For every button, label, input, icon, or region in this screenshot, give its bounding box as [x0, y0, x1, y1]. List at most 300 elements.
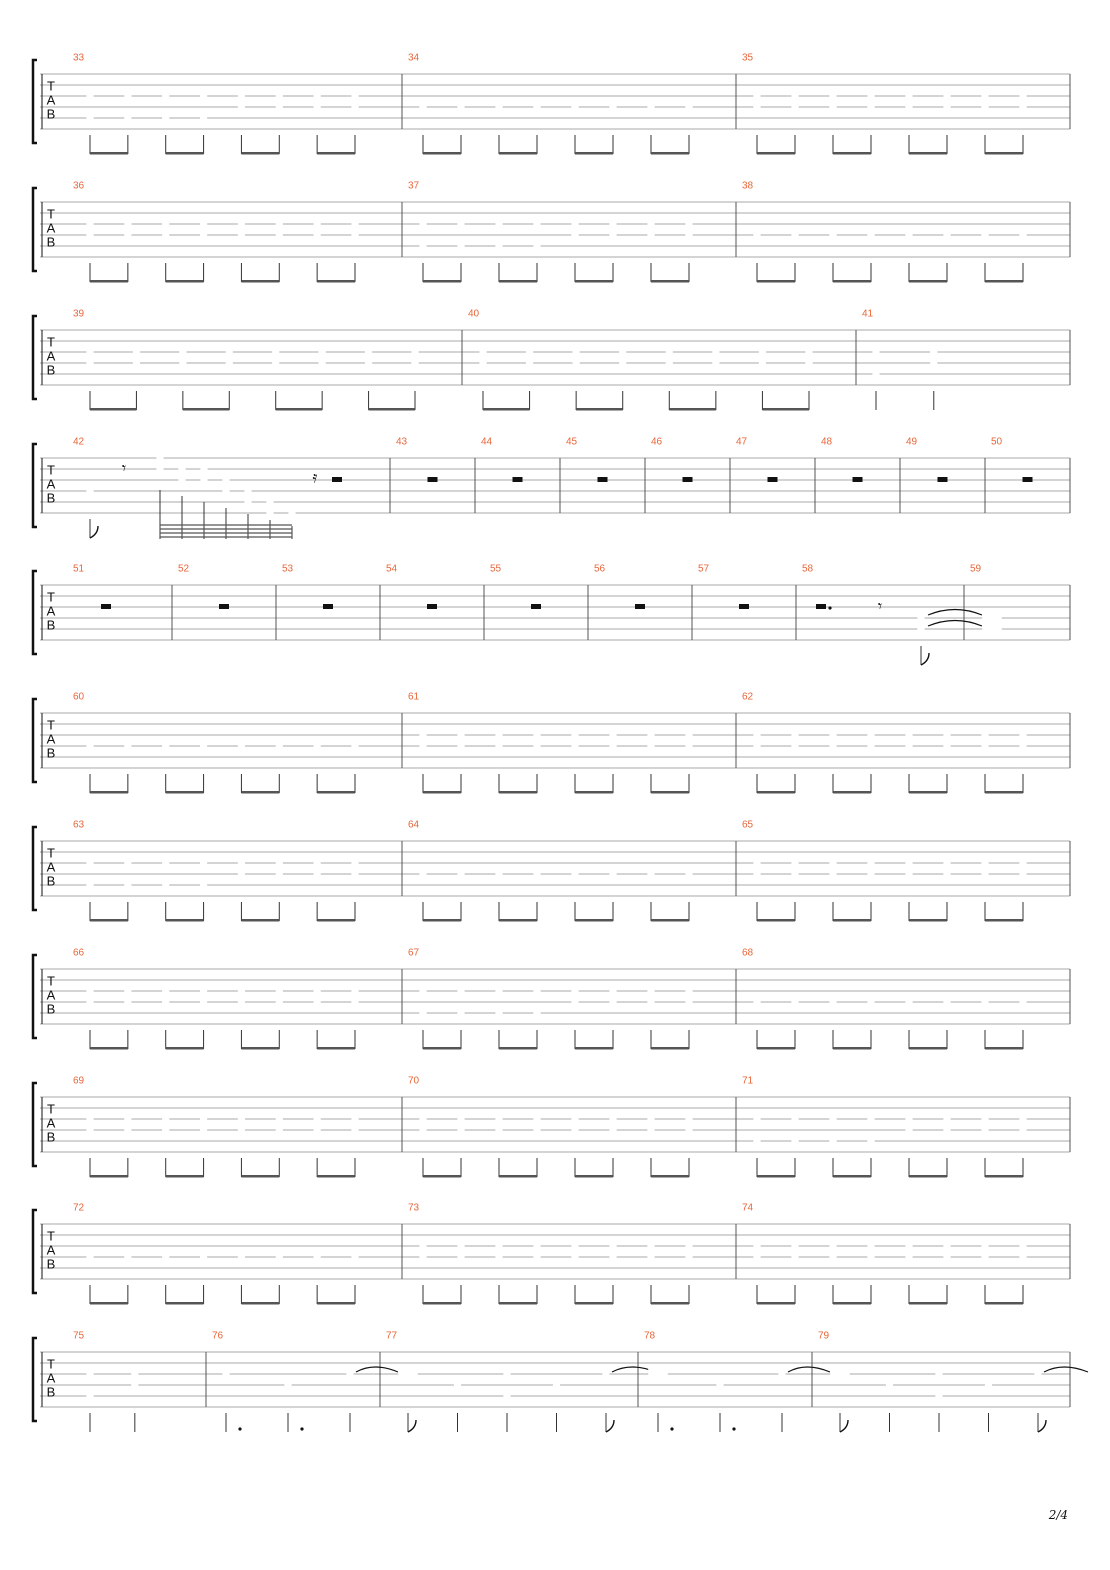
measure-number: 45	[566, 436, 578, 448]
beam	[575, 791, 613, 794]
dot	[828, 606, 831, 609]
tab-system	[33, 1331, 1088, 1433]
beam	[651, 919, 689, 922]
tab-clef-letter: B	[46, 490, 56, 506]
fret-number-bg	[124, 997, 131, 1008]
beam	[757, 1175, 795, 1178]
fret-number-bg	[753, 1136, 760, 1147]
fret-number-bg	[238, 997, 245, 1008]
tab-clef-letter: B	[46, 362, 56, 378]
beam	[909, 280, 947, 283]
fret-number-bg	[791, 230, 798, 241]
beam	[423, 1302, 461, 1305]
eighth-rest: 𝄾	[121, 460, 127, 478]
tab-clef-letter: T	[47, 1101, 55, 1117]
fret-number-bg	[86, 1114, 93, 1125]
measure-number: 40	[468, 308, 480, 320]
fret-number-bg	[533, 102, 540, 113]
measure-number: 48	[821, 436, 833, 448]
fret-number-bg	[284, 1380, 291, 1391]
beam	[166, 280, 204, 283]
beam	[241, 1047, 279, 1050]
fret-number-bg	[272, 358, 279, 369]
beam	[90, 280, 128, 283]
beam	[757, 1047, 795, 1050]
fret-number-bg	[829, 1136, 836, 1147]
flag	[840, 1420, 848, 1432]
half-rest	[219, 604, 229, 609]
system-bracket	[33, 188, 37, 271]
fret-number-bg	[351, 230, 358, 241]
beam	[651, 152, 689, 155]
tab-clef-letter: B	[46, 1256, 56, 1272]
fret-number-bg	[573, 347, 580, 358]
fret-number-bg	[867, 869, 874, 880]
fret-number-bg	[86, 880, 93, 891]
fret-number-bg	[419, 102, 426, 113]
fret-number-bg	[457, 102, 464, 113]
fret-number-bg	[351, 219, 358, 230]
fret-number-bg	[685, 1125, 692, 1136]
fret-number-bg	[571, 1252, 578, 1263]
beam	[651, 1302, 689, 1305]
fret-number-bg	[905, 1241, 912, 1252]
fret-number-bg	[609, 219, 616, 230]
fret-number-bg	[526, 358, 533, 369]
tie	[788, 1367, 830, 1372]
fret-number-bg	[162, 741, 169, 752]
measure-number: 76	[212, 1330, 224, 1342]
fret-number-bg	[131, 1369, 138, 1380]
measure-number: 78	[644, 1330, 656, 1342]
fret-number-bg	[905, 858, 912, 869]
fret-number-bg	[222, 1369, 229, 1380]
tie	[356, 1367, 398, 1372]
beam	[833, 152, 871, 155]
fret-number-bg	[86, 1252, 93, 1263]
fret-number-bg	[829, 1252, 836, 1263]
beam	[241, 280, 279, 283]
fret-number-bg	[609, 102, 616, 113]
half-rest	[853, 477, 863, 482]
fret-number-bg	[200, 113, 207, 124]
fret-number-bg	[905, 1114, 912, 1125]
fret-number-bg	[419, 1008, 426, 1019]
fret-number-bg	[479, 358, 486, 369]
fret-number-bg	[905, 869, 912, 880]
fret-number-bg	[457, 1114, 464, 1125]
fret-number-bg	[419, 1252, 426, 1263]
fret-number-bg	[314, 102, 321, 113]
eighth-rest: 𝄾	[877, 598, 883, 616]
beam	[241, 791, 279, 794]
fret-number-bg	[647, 1252, 654, 1263]
half-rest	[1023, 477, 1033, 482]
fret-number-bg	[917, 624, 924, 635]
fret-number-bg	[533, 1252, 540, 1263]
fret-number-bg	[365, 358, 372, 369]
fret-number-bg	[533, 1241, 540, 1252]
measure-number: 72	[73, 1202, 85, 1214]
fret-number-bg	[86, 986, 93, 997]
fret-number-bg	[503, 1391, 510, 1402]
beam	[90, 152, 128, 155]
fret-number-bg	[571, 869, 578, 880]
beam	[575, 1175, 613, 1178]
system-bracket	[33, 444, 37, 527]
fret-number-bg	[685, 102, 692, 113]
beam	[166, 1047, 204, 1050]
fret-number-bg	[314, 1252, 321, 1263]
half-rest	[323, 604, 333, 609]
fret-number-bg	[685, 1241, 692, 1252]
half-rest	[739, 604, 749, 609]
beam	[757, 919, 795, 922]
tab-clef-letter: B	[46, 234, 56, 250]
fret-number-bg	[533, 241, 540, 252]
beam	[909, 1302, 947, 1305]
fret-number-bg	[716, 1380, 723, 1391]
fret-number-bg	[162, 219, 169, 230]
fret-number-bg	[526, 347, 533, 358]
fret-number-bg	[351, 858, 358, 869]
fret-number-bg	[162, 91, 169, 102]
fret-number-bg	[411, 347, 418, 358]
fret-number-bg	[791, 1252, 798, 1263]
fret-number-bg	[571, 1241, 578, 1252]
fret-number-bg	[314, 986, 321, 997]
fret-number-bg	[805, 358, 812, 369]
page-number: 2/4	[1048, 1508, 1068, 1522]
fret-number-bg	[314, 219, 321, 230]
beam	[499, 1175, 537, 1178]
fret-number-bg	[351, 102, 358, 113]
fret-number-bg	[457, 1008, 464, 1019]
fret-number-bg	[943, 730, 950, 741]
fret-number-bg	[124, 741, 131, 752]
fret-number-bg	[533, 986, 540, 997]
measure-number: 55	[490, 563, 502, 575]
fret-number-bg	[244, 486, 251, 497]
fret-number-bg	[943, 1125, 950, 1136]
beam	[90, 1047, 128, 1050]
tab-system	[33, 1203, 1070, 1305]
system-bracket	[33, 699, 37, 782]
fret-number-bg	[200, 91, 207, 102]
beam	[276, 408, 322, 411]
fret-number-bg	[571, 102, 578, 113]
beam	[317, 791, 355, 794]
fret-number-bg	[935, 1369, 942, 1380]
measure-number: 34	[408, 52, 420, 64]
fret-number-bg	[238, 91, 245, 102]
measure-number: 56	[594, 563, 606, 575]
fret-number-bg	[778, 1369, 785, 1380]
fret-number-bg	[314, 91, 321, 102]
fret-number-bg	[1019, 1125, 1026, 1136]
fret-number-bg	[647, 741, 654, 752]
tied-fret-number-bg	[982, 613, 1002, 624]
beam	[575, 1302, 613, 1305]
fret-number-bg	[609, 869, 616, 880]
beam	[651, 1175, 689, 1178]
fret-number-bg	[124, 1252, 131, 1263]
fret-number-bg	[272, 347, 279, 358]
beam	[576, 408, 623, 411]
beam	[317, 919, 355, 922]
tab-clef-letter: A	[46, 1115, 56, 1131]
fret-number-bg	[162, 1252, 169, 1263]
fret-number-bg	[124, 230, 131, 241]
tab-clef-letter: T	[47, 206, 55, 222]
measure-75	[73, 1331, 206, 1433]
tab-clef-letter: T	[47, 845, 55, 861]
fret-number-bg	[124, 880, 131, 891]
fret-number-bg	[647, 1125, 654, 1136]
fret-number-bg	[571, 730, 578, 741]
fret-number-bg	[981, 1125, 988, 1136]
flag	[606, 1420, 614, 1432]
fret-number-bg	[791, 997, 798, 1008]
fret-number-bg	[457, 1125, 464, 1136]
measure-number: 59	[970, 563, 982, 575]
fret-number-bg	[86, 1369, 93, 1380]
measure-number: 67	[408, 947, 420, 959]
beam	[909, 152, 947, 155]
beam	[833, 919, 871, 922]
measure-number: 47	[736, 436, 748, 448]
fret-number-bg	[178, 470, 185, 481]
beam	[757, 280, 795, 283]
measure-number: 49	[906, 436, 918, 448]
measure-number: 73	[408, 1202, 420, 1214]
measure-number: 74	[742, 1202, 754, 1214]
fret-number-bg	[647, 869, 654, 880]
fret-number-bg	[685, 1114, 692, 1125]
fret-number-bg	[943, 741, 950, 752]
fret-number-bg	[981, 1241, 988, 1252]
measure-number: 35	[742, 52, 754, 64]
fret-number-bg	[495, 241, 502, 252]
fret-number-bg	[238, 1114, 245, 1125]
fret-number-bg	[238, 986, 245, 997]
tab-clef-letter: A	[46, 731, 56, 747]
fret-number-bg	[124, 1125, 131, 1136]
fret-number-bg	[666, 358, 673, 369]
beam	[985, 1047, 1023, 1050]
beam	[483, 408, 530, 411]
fret-number-bg	[533, 219, 540, 230]
measure-41	[862, 309, 1070, 411]
fret-number-bg	[1019, 730, 1026, 741]
fret-number-bg	[791, 730, 798, 741]
fret-number-bg	[479, 347, 486, 358]
fret-number-bg	[553, 1380, 560, 1391]
beam	[166, 919, 204, 922]
beam	[651, 280, 689, 283]
fret-number-bg	[685, 986, 692, 997]
fret-number-bg	[619, 358, 626, 369]
tab-clef-letter: B	[46, 617, 56, 633]
measure-number: 41	[862, 308, 874, 320]
fret-number-bg	[238, 741, 245, 752]
beam	[241, 1175, 279, 1178]
fret-number-bg	[981, 91, 988, 102]
tie	[928, 610, 982, 616]
fret-number-bg	[533, 869, 540, 880]
measure-number: 54	[386, 563, 398, 575]
tab-system	[33, 181, 1070, 283]
fret-number-bg	[419, 1125, 426, 1136]
fret-number-bg	[351, 1252, 358, 1263]
measure-number: 53	[282, 563, 294, 575]
tie	[928, 621, 982, 627]
fret-number-bg	[829, 230, 836, 241]
fret-number-bg	[86, 219, 93, 230]
beam	[833, 1047, 871, 1050]
fret-number-bg	[1019, 1252, 1026, 1263]
measure-number: 65	[742, 819, 754, 831]
fret-number-bg	[200, 468, 207, 479]
fret-number-bg	[86, 486, 93, 497]
fret-number-bg	[457, 986, 464, 997]
fret-number-bg	[753, 1252, 760, 1263]
flag	[408, 1420, 416, 1432]
fret-number-bg	[872, 347, 879, 358]
measure-number: 66	[73, 947, 85, 959]
beam	[909, 1175, 947, 1178]
fret-number-bg	[753, 741, 760, 752]
fret-number-bg	[943, 102, 950, 113]
fret-number-bg	[1019, 102, 1026, 113]
dot	[300, 1427, 303, 1430]
fret-number-bg	[647, 730, 654, 741]
fret-number-bg	[981, 858, 988, 869]
fret-number-bg	[419, 1114, 426, 1125]
fret-number-bg	[753, 1114, 760, 1125]
fret-number-bg	[647, 102, 654, 113]
fret-number-bg	[276, 230, 283, 241]
fret-number-bg	[867, 91, 874, 102]
fret-number-bg	[495, 1252, 502, 1263]
fret-number-bg	[571, 1114, 578, 1125]
fret-number-bg	[647, 1114, 654, 1125]
fret-number-bg	[981, 102, 988, 113]
measure-number: 42	[73, 436, 85, 448]
dot	[732, 1427, 735, 1430]
fret-number-bg	[829, 730, 836, 741]
system-bracket	[33, 316, 37, 399]
dotted-half-rest	[816, 604, 826, 609]
fret-number-bg	[609, 1114, 616, 1125]
fret-number-bg	[571, 219, 578, 230]
fret-number-bg	[981, 741, 988, 752]
fret-number-bg	[609, 230, 616, 241]
fret-number-bg	[943, 230, 950, 241]
fret-number-bg	[981, 730, 988, 741]
fret-number-bg	[905, 730, 912, 741]
fret-number-bg	[314, 230, 321, 241]
fret-number-bg	[266, 495, 273, 506]
fret-number-bg	[179, 347, 186, 358]
fret-number-bg	[226, 347, 233, 358]
system-bracket	[33, 60, 37, 143]
fret-number-bg	[981, 997, 988, 1008]
fret-number-bg	[829, 997, 836, 1008]
fret-number-bg	[867, 102, 874, 113]
fret-number-bg	[609, 1125, 616, 1136]
tab-clef-letter: A	[46, 348, 56, 364]
fret-number-bg	[533, 1125, 540, 1136]
fret-number-bg	[943, 91, 950, 102]
fret-number-bg	[495, 986, 502, 997]
fret-number-bg	[867, 1136, 874, 1147]
fret-number-bg	[791, 102, 798, 113]
fret-number-bg	[351, 869, 358, 880]
beam	[90, 1302, 128, 1305]
fret-number-bg	[791, 1136, 798, 1147]
fret-number-bg	[886, 1380, 893, 1391]
beam	[985, 280, 1023, 283]
fret-number-bg	[179, 358, 186, 369]
fret-number-bg	[200, 880, 207, 891]
fret-number-bg	[314, 1114, 321, 1125]
fret-number-bg	[917, 613, 924, 624]
fret-number-bg	[200, 479, 207, 490]
tab-clef-letter: B	[46, 1129, 56, 1145]
fret-number-bg	[571, 986, 578, 997]
fret-number-bg	[419, 869, 426, 880]
fret-number-bg	[86, 858, 93, 869]
fret-number-bg	[647, 230, 654, 241]
beam	[499, 1047, 537, 1050]
fret-number-bg	[200, 230, 207, 241]
beam	[241, 919, 279, 922]
tab-clef-letter: T	[47, 78, 55, 94]
fret-number-bg	[276, 1252, 283, 1263]
fret-number-bg	[1019, 230, 1026, 241]
fret-number-bg	[829, 1241, 836, 1252]
fret-number-bg	[609, 997, 616, 1008]
fret-number-bg	[533, 1114, 540, 1125]
half-rest	[768, 477, 778, 482]
half-rest	[938, 477, 948, 482]
fret-number-bg	[124, 1114, 131, 1125]
fret-number-bg	[495, 741, 502, 752]
measure-number: 61	[408, 691, 420, 703]
fret-number-bg	[351, 997, 358, 1008]
fret-number-bg	[791, 741, 798, 752]
system-bracket	[33, 1210, 37, 1293]
fret-number-bg	[1019, 997, 1026, 1008]
tab-clef-letter: B	[46, 873, 56, 889]
half-rest	[428, 477, 438, 482]
fret-number-bg	[685, 230, 692, 241]
fret-number-bg	[571, 741, 578, 752]
measure-number: 52	[178, 563, 190, 575]
fret-number-bg	[178, 459, 185, 470]
fret-number-bg	[314, 997, 321, 1008]
measure-number: 71	[742, 1075, 754, 1087]
fret-number-bg	[162, 997, 169, 1008]
fret-number-bg	[609, 1241, 616, 1252]
fret-number-bg	[200, 1114, 207, 1125]
fret-number-bg	[276, 986, 283, 997]
measure-number: 69	[73, 1075, 85, 1087]
measure-number: 51	[73, 563, 85, 575]
measure-58	[802, 564, 982, 666]
fret-number-bg	[571, 230, 578, 241]
